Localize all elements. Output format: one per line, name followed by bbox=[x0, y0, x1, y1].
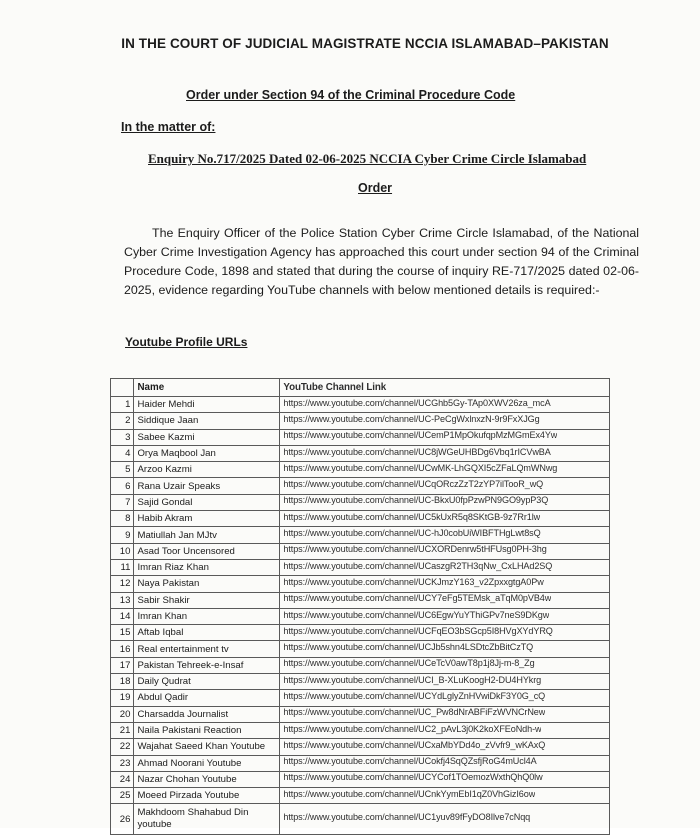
row-number-cell: 15 bbox=[111, 625, 134, 641]
channel-url-text: https://www.youtube.com/channel/UC_Pw8dNrABFiFzWVNCrNew bbox=[283, 707, 546, 718]
table-row bbox=[111, 625, 610, 641]
table-row bbox=[111, 690, 610, 706]
channel-name-cell: Makhdoom Shahabud Din youtube bbox=[134, 804, 280, 835]
channel-name-cell: Nazar Chohan Youtube bbox=[134, 771, 280, 787]
order-heading: Order bbox=[358, 181, 393, 195]
body-paragraph: The Enquiry Officer of the Police Station Cyber Crime Circle Islamabad, of the National Cyber Crime Investigation Agency has approached this court under section 94 of the Criminal Procedure Code, 1898 and stated that during the course of inquiry RE-717/2025 dated 02-06-2025, evidence regarding YouTube channels with below mentioned details is required:- bbox=[124, 226, 639, 297]
row-number-cell: 22 bbox=[111, 739, 134, 755]
channel-url-text: https://www.youtube.com/channel/UCI_B-XLuKoogH2-DU4HYkrg bbox=[283, 674, 542, 685]
table-row bbox=[111, 397, 610, 413]
channel-url-cell bbox=[280, 511, 610, 527]
channel-url-cell bbox=[280, 462, 610, 478]
channel-url-cell bbox=[280, 690, 610, 706]
channel-name-cell: Matiullah Jan MJtv bbox=[134, 527, 280, 543]
channel-url-text: https://www.youtube.com/channel/UCqORczZzT2zYP7ilTooR_wQ bbox=[283, 479, 544, 490]
channel-url-cell bbox=[280, 657, 610, 673]
channel-url-cell bbox=[280, 543, 610, 559]
channel-name-cell: Imran Riaz Khan bbox=[134, 559, 280, 575]
table-row bbox=[111, 755, 610, 771]
row-number-cell: 7 bbox=[111, 494, 134, 510]
channel-name-cell: Siddique Jaan bbox=[134, 413, 280, 429]
channel-url-cell bbox=[280, 559, 610, 575]
table-header-row bbox=[111, 379, 610, 397]
channel-url-text: https://www.youtube.com/channel/UCemP1MpOkufqpMzMGmEx4Yw bbox=[283, 430, 558, 441]
row-number-cell: 25 bbox=[111, 788, 134, 804]
channel-url-text: https://www.youtube.com/channel/UCaszgR2TH3qNw_CxLHAd2SQ bbox=[283, 560, 553, 571]
channel-name-cell: Arzoo Kazmi bbox=[134, 462, 280, 478]
channel-url-cell bbox=[280, 527, 610, 543]
table-row bbox=[111, 478, 610, 494]
channel-name-cell: Ahmad Noorani Youtube bbox=[134, 755, 280, 771]
row-number-cell: 9 bbox=[111, 527, 134, 543]
channel-url-text: https://www.youtube.com/channel/UC1yuv89fFyDO8Ilve7cNqq bbox=[283, 812, 531, 823]
row-number-cell: 18 bbox=[111, 674, 134, 690]
channel-name-cell: Orya Maqbool Jan bbox=[134, 445, 280, 461]
row-number-cell: 24 bbox=[111, 771, 134, 787]
channel-name-cell: Moeed Pirzada Youtube bbox=[134, 788, 280, 804]
table-row bbox=[111, 429, 610, 445]
channel-name-cell: Real entertainment tv bbox=[134, 641, 280, 657]
channel-url-cell bbox=[280, 625, 610, 641]
table-row bbox=[111, 739, 610, 755]
channel-url-cell bbox=[280, 739, 610, 755]
order-section-heading: Order under Section 94 of the Criminal Procedure Code bbox=[186, 88, 516, 102]
channel-url-cell bbox=[280, 576, 610, 592]
table-row bbox=[111, 413, 610, 429]
table-row bbox=[111, 462, 610, 478]
channel-name-cell: Asad Toor Uncensored bbox=[134, 543, 280, 559]
channel-url-cell bbox=[280, 429, 610, 445]
channel-url-text: https://www.youtube.com/channel/UC5kUxR5q8SKtGB-9z7Rr1lw bbox=[283, 511, 541, 522]
channel-url-text: https://www.youtube.com/channel/UCwMK-LhGQXI5cZFaLQmWNwg bbox=[283, 462, 558, 473]
channel-url-text: https://www.youtube.com/channel/UCeTcV0awT8p1j8Jj-m-8_Zg bbox=[283, 658, 535, 669]
channel-url-text: https://www.youtube.com/channel/UC8jWGeUHBDg6Vbq1rICVwBA bbox=[283, 446, 551, 457]
table-body bbox=[111, 397, 610, 835]
enquiry-title: Enquiry No.717/2025 Dated 02-06-2025 NCCIA Cyber Crime Circle Islamabad bbox=[148, 151, 587, 166]
channel-name-cell: Imran Khan bbox=[134, 608, 280, 624]
row-number-cell: 19 bbox=[111, 690, 134, 706]
channel-url-text: https://www.youtube.com/channel/UCnkYymEbI1qZ0VhGizI6ow bbox=[283, 788, 536, 799]
table-row bbox=[111, 674, 610, 690]
header-url-cell: YouTube Channel Link bbox=[280, 379, 610, 397]
channel-url-cell bbox=[280, 755, 610, 771]
channel-name-cell: Aftab Iqbal bbox=[134, 625, 280, 641]
table-row bbox=[111, 543, 610, 559]
channel-url-text: https://www.youtube.com/channel/UC6EgwYuYThiGPv7neS9DKgw bbox=[283, 609, 550, 620]
channel-name-cell: Sajid Gondal bbox=[134, 494, 280, 510]
table-row bbox=[111, 527, 610, 543]
row-number-cell: 10 bbox=[111, 543, 134, 559]
channel-name-cell: Wajahat Saeed Khan Youtube bbox=[134, 739, 280, 755]
table-row bbox=[111, 592, 610, 608]
channel-name-cell: Naya Pakistan bbox=[134, 576, 280, 592]
table-row bbox=[111, 771, 610, 787]
row-number-cell: 13 bbox=[111, 592, 134, 608]
header-number-cell bbox=[111, 379, 134, 397]
channel-url-text: https://www.youtube.com/channel/UC-PeCgWxlnxzN-9r9FxXJGg bbox=[283, 413, 540, 424]
channel-url-cell bbox=[280, 608, 610, 624]
table-row bbox=[111, 804, 610, 835]
row-number-cell: 14 bbox=[111, 608, 134, 624]
channel-url-text: https://www.youtube.com/channel/UCxaMbYDd4o_zVvfr9_wKAxQ bbox=[283, 739, 546, 750]
row-number-cell: 16 bbox=[111, 641, 134, 657]
row-number-cell: 8 bbox=[111, 511, 134, 527]
channel-url-text: https://www.youtube.com/channel/UC2_pAvL3j0K2koXFEoNdh-w bbox=[283, 723, 542, 734]
row-number-cell: 17 bbox=[111, 657, 134, 673]
channel-url-text: https://www.youtube.com/channel/UCYdLglyZnHVwiDkF3Y0G_cQ bbox=[283, 690, 546, 701]
row-number-cell: 23 bbox=[111, 755, 134, 771]
row-number-cell: 21 bbox=[111, 722, 134, 738]
channel-url-cell bbox=[280, 445, 610, 461]
channel-url-text: https://www.youtube.com/channel/UCY7eFg5TEMsk_aTqM0pVB4w bbox=[283, 593, 552, 604]
channel-url-text: https://www.youtube.com/channel/UC-hJ0cobUiWIBFTHgLwt8sQ bbox=[283, 528, 541, 539]
channel-url-cell bbox=[280, 641, 610, 657]
channel-url-cell bbox=[280, 804, 610, 835]
row-number-cell: 2 bbox=[111, 413, 134, 429]
channel-url-text: https://www.youtube.com/channel/UCFqEO3bSGcp5I8HVgXYdYRQ bbox=[283, 625, 553, 636]
channel-table bbox=[110, 378, 610, 835]
channel-url-cell bbox=[280, 722, 610, 738]
row-number-cell: 4 bbox=[111, 445, 134, 461]
table-row bbox=[111, 608, 610, 624]
row-number-cell: 1 bbox=[111, 397, 134, 413]
row-number-cell: 5 bbox=[111, 462, 134, 478]
channel-url-text: https://www.youtube.com/channel/UCJb5shn4LSDtcZbBitCzTQ bbox=[283, 642, 534, 653]
channel-name-cell: Daily Qudrat bbox=[134, 674, 280, 690]
channel-name-cell: Charsadda Journalist bbox=[134, 706, 280, 722]
row-number-cell: 6 bbox=[111, 478, 134, 494]
channel-url-text: https://www.youtube.com/channel/UCYCof1TOemozWxthQhQ0lw bbox=[283, 772, 543, 783]
profile-urls-heading: Youtube Profile URLs bbox=[125, 335, 248, 349]
court-title: IN THE COURT OF JUDICIAL MAGISTRATE NCCIA ISLAMABAD–PAKISTAN bbox=[121, 36, 609, 51]
row-number-cell: 12 bbox=[111, 576, 134, 592]
channel-name-cell: Sabee Kazmi bbox=[134, 429, 280, 445]
row-number-cell: 11 bbox=[111, 559, 134, 575]
channel-name-cell: Habib Akram bbox=[134, 511, 280, 527]
table-row bbox=[111, 494, 610, 510]
table-row bbox=[111, 559, 610, 575]
channel-url-cell bbox=[280, 706, 610, 722]
channel-name-cell: Sabir Shakir bbox=[134, 592, 280, 608]
channel-url-text: https://www.youtube.com/channel/UCXORDenrw5tHFUsg0PH-3hg bbox=[283, 544, 547, 555]
channel-url-text: https://www.youtube.com/channel/UCKJmzY163_v2ZpxxgtgA0Pw bbox=[283, 576, 544, 587]
row-number-cell: 20 bbox=[111, 706, 134, 722]
channel-url-cell bbox=[280, 592, 610, 608]
channel-url-text: https://www.youtube.com/channel/UCGhb5Gy-TAp0XWV26za_mcA bbox=[283, 397, 551, 408]
channel-url-cell bbox=[280, 674, 610, 690]
table-row bbox=[111, 722, 610, 738]
table-row bbox=[111, 511, 610, 527]
table-row bbox=[111, 641, 610, 657]
channel-url-cell bbox=[280, 397, 610, 413]
channel-url-cell bbox=[280, 478, 610, 494]
table-row bbox=[111, 576, 610, 592]
row-number-cell: 3 bbox=[111, 429, 134, 445]
channel-url-text: https://www.youtube.com/channel/UCokfj4SqQZsfjRoG4mUcl4A bbox=[283, 756, 537, 767]
channel-name-cell: Naila Pakistani Reaction bbox=[134, 722, 280, 738]
row-number-cell: 26 bbox=[111, 804, 134, 835]
channel-name-cell: Pakistan Tehreek-e-Insaf bbox=[134, 657, 280, 673]
channel-url-cell bbox=[280, 413, 610, 429]
channel-url-text: https://www.youtube.com/channel/UC-BkxU0fpPzwPN9GO9ypP3Q bbox=[283, 495, 549, 506]
table-row bbox=[111, 706, 610, 722]
channel-url-cell bbox=[280, 788, 610, 804]
table-row bbox=[111, 788, 610, 804]
channel-name-cell: Haider Mehdi bbox=[134, 397, 280, 413]
table-row bbox=[111, 657, 610, 673]
in-the-matter-label: In the matter of: bbox=[121, 120, 216, 134]
channel-name-cell: Rana Uzair Speaks bbox=[134, 478, 280, 494]
table-row bbox=[111, 445, 610, 461]
channel-url-cell bbox=[280, 494, 610, 510]
header-name-cell: Name bbox=[134, 379, 280, 397]
channel-name-cell: Abdul Qadir bbox=[134, 690, 280, 706]
channel-url-cell bbox=[280, 771, 610, 787]
